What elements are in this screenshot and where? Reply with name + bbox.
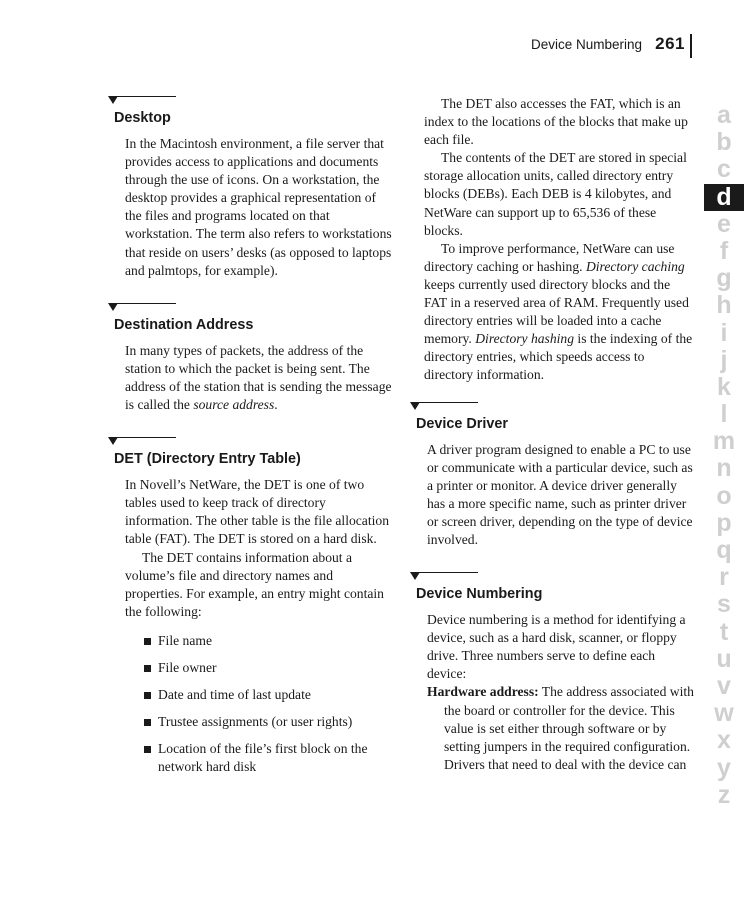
left-column [108, 95, 392, 785]
entry-det [108, 436, 392, 776]
thumb-tab-u: u [716, 644, 732, 673]
bullet-square-icon [144, 638, 151, 645]
thumb-tab-c: c [717, 155, 731, 184]
thumb-tab-f: f [719, 236, 729, 265]
bullet-square-icon [144, 719, 151, 726]
term-directory-caching: Directory caching [585, 258, 685, 274]
thumb-tab-p: p [716, 508, 732, 537]
entry-desktop [108, 95, 392, 280]
entry-heading: Device Numbering [416, 586, 543, 603]
thumb-tab-x: x [717, 726, 731, 755]
thumb-tab-s: s [717, 590, 731, 619]
thumb-tab-e: e [717, 209, 731, 238]
triangle-marker-icon [108, 437, 118, 445]
entry-paragraph: The DET also accesses the FAT, which is an index to the locations of the blocks that make up each file. [424, 96, 688, 148]
thumb-tab-d: d [704, 184, 744, 211]
entry-paragraph: To improve performance, NetWare can use directory caching or hashing. Directory caching keeps currently used directory blocks and the FAT in a reserved area of RAM. Frequently used directory entries will be loaded into a cache memory. Directory hashing is the indexing of the directory entries, which speeds access to directory information. [424, 240, 693, 383]
thumb-tab-q: q [716, 536, 732, 564]
entry-heading: Device Driver [416, 415, 509, 432]
list-item: Date and time of last update [125, 686, 392, 704]
thumb-tab-y: y [717, 753, 731, 782]
list-item: File name [125, 632, 392, 650]
thumb-tab-m: m [712, 427, 736, 456]
entry-destination-address [108, 302, 392, 414]
triangle-marker-icon [410, 402, 420, 410]
term-hardware-address: Hardware address: [427, 684, 539, 700]
bullet-square-icon [144, 665, 151, 672]
entry-paragraph: In the Macintosh environment, a file server that provides access to applications and documents through the use of icons. On a workstation, the desktop provides a graphical representation of the files and programs located on that workstation. The term also refers to workstations that reside on users’ desks (as opposed to laptops and palmtops, for example). [125, 136, 392, 278]
triangle-marker-icon [108, 303, 118, 311]
bullet-list [125, 632, 392, 777]
thumb-tab-k: k [717, 372, 731, 401]
thumb-index [704, 102, 744, 809]
thumb-tab-i: i [720, 318, 728, 347]
entry-paragraph: In many types of packets, the address of the station to which the packet is being sent. The address of the station that is sending the message is called the source address. [125, 342, 392, 413]
thumb-tab-w: w [714, 699, 734, 728]
thumb-tab-j: j [720, 345, 728, 374]
thumb-tab-b: b [716, 128, 732, 157]
thumb-tab-o: o [716, 481, 732, 510]
bullet-square-icon [144, 692, 151, 699]
entry-marker [410, 401, 694, 411]
term-directory-hashing: Directory hashing [475, 331, 575, 347]
entry-marker [108, 302, 392, 312]
list-item: Trustee assignments (or user rights) [125, 713, 392, 731]
thumb-tab-a: a [717, 101, 731, 129]
list-item: Location of the file’s first block on the network hard disk [125, 740, 392, 776]
entry-device-numbering [410, 571, 694, 774]
entry-paragraph: Device numbering is a method for identifying a device, such as a hard disk, scanner, or floppy drive. Three numbers serve to define each device: [427, 612, 686, 682]
thumb-tab-g: g [716, 264, 732, 293]
entry-paragraph: The DET contains information about a volume’s file and directory names and properties. For example, an entry might contain the following: [125, 549, 384, 619]
entry-marker [410, 571, 694, 581]
thumb-tab-z: z [717, 780, 731, 809]
thumb-tab-n: n [716, 454, 732, 483]
right-column [410, 95, 694, 774]
thumb-tab-v: v [717, 671, 731, 700]
triangle-marker-icon [410, 572, 420, 580]
page-number: 261 [655, 34, 685, 53]
thumb-tab-h: h [716, 291, 732, 320]
entry-heading: DET (Directory Entry Table) [114, 451, 301, 468]
entry-marker [108, 436, 392, 446]
entry-heading: Desktop [114, 110, 171, 126]
running-header [440, 34, 692, 60]
entry-device-driver [410, 401, 694, 550]
running-title: Device Numbering [530, 37, 642, 52]
thumb-tab-t: t [719, 617, 729, 646]
entry-marker [108, 95, 392, 105]
thumb-tab-l: l [720, 400, 728, 429]
term-source-address: source address [193, 397, 275, 413]
entry-heading: Destination Address [114, 316, 254, 333]
list-item: File owner [125, 659, 392, 677]
entry-paragraph: The contents of the DET are stored in special storage allocation units, called directory entry blocks (DEBs). Each DEB is 4 kilobytes, and NetWare can support up to 65,536 of these blocks. [424, 150, 687, 238]
header-rule [690, 34, 692, 58]
entry-paragraph: A driver program designed to enable a PC to use or communicate with a particular device, such as a printer or monitor. A device driver generally has a more specific name, such as printer driver or screen driver, depending on the type of device involved. [427, 441, 693, 547]
triangle-marker-icon [108, 96, 118, 104]
entry-paragraph: In Novell’s NetWare, the DET is one of two tables used to keep track of directory information. The other table is the file allocation table (FAT). The DET is stored on a hard disk. [125, 477, 389, 547]
hardware-address-item: Hardware address: The address associated with the board or controller for the device. This value is set either through software or by setting jumpers in the required configuration. Drivers that need to deal with the device can [427, 684, 694, 772]
bullet-square-icon [144, 746, 151, 753]
thumb-tab-r: r [719, 563, 729, 592]
